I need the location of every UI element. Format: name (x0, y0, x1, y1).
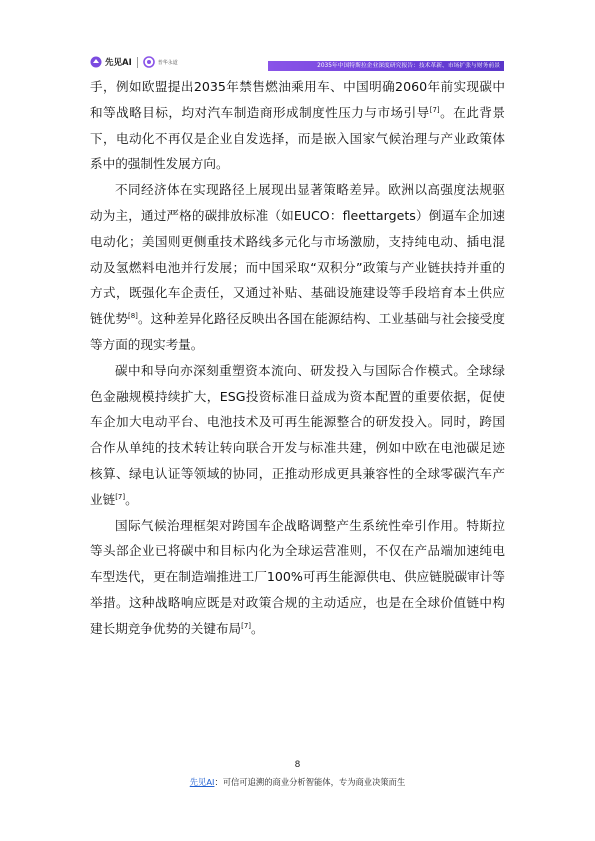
report-title-bar: 2035年中国特斯拉企业深度研究报告：技术革新、市场扩张与财务前景 (268, 61, 504, 71)
paragraph (90, 74, 505, 177)
partner-logo-icon (143, 56, 155, 68)
footer-tagline: ：可信可追溯的商业分析智能体，专为商业决策而生 (214, 777, 406, 787)
citation-ref: [7] (115, 492, 126, 501)
paragraph (90, 358, 505, 513)
page-header (90, 53, 504, 71)
paragraph-text: 不同经济体在实现路径上展现出显著策略差异。欧洲以高强度法规驱动为主，通过严格的碳排放标准（如EUCO：fleettargets）倒逼车企加速电动化；美国则更侧重技术路线多元化与市场激励，支持纯电动、插电混动及氢燃料电池并行发展；而中国采取“双积分”政策与产业链扶持并重的方式，既强化车企责任，又通过补贴、基础设施建设等手段培育本土供应链优势 (90, 182, 505, 327)
paragraph-text: 手，例如欧盟提出2035年禁售燃油乘用车、中国明确2060年前实现碳中和等战略目标，均对汽车制造商形成制度性压力与市场引导 (90, 79, 505, 120)
paragraph (90, 177, 505, 358)
paragraph-text: 。 (251, 620, 264, 636)
logo-divider (137, 57, 138, 68)
paragraph-text: 。 (125, 491, 138, 507)
paragraph-text: 。在此背景下，电动化不再仅是企业自发选择，而是嵌入国家气候治理与产业政策体系中的强制性发展方向。 (90, 104, 506, 172)
brand-name: 先见AI (105, 58, 132, 68)
footer-brand-link[interactable]: 先见AI (189, 777, 215, 787)
citation-ref: [7] (241, 621, 252, 630)
body-text (90, 74, 505, 642)
paragraph (90, 513, 505, 642)
header-logos (90, 53, 178, 71)
citation-ref: [8] (127, 312, 138, 321)
page-number: 8 (294, 760, 301, 770)
citation-ref: [7] (429, 105, 440, 114)
brand-logo-icon (90, 56, 102, 68)
paragraph-text: 。这种差异化路径反映出各国在能源结构、工业基础与社会接受度等方面的现实考量。 (90, 311, 506, 352)
page-footer (0, 776, 595, 788)
partner-name: 普华永道 (157, 59, 178, 66)
paragraph-text: 碳中和导向亦深刻重塑资本流向、研发投入与国际合作模式。全球绿色金融规模持续扩大，ESG投资标准日益成为资本配置的重要依据，促使车企加大电动平台、电池技术及可再生能源整合的研发投入。同时，跨国合作从单纯的技术转让转向联合开发与标准共建，例如中欧在电池碳足迹核算、绿电认证等领域的协同，正推动形成更具兼容性的全球零碳汽车产业链 (90, 362, 505, 507)
paragraph-text: 国际气候治理框架对跨国车企战略调整产生系统性牵引作用。特斯拉等头部企业已将碳中和目标内化为全球运营准则，不仅在产品端加速纯电车型迭代，更在制造端推进工厂100%可再生能源供电、供应链脱碳审计等举措。这种战略响应既是对政策合规的主动适应，也是在全球价值链中构建长期竞争优势的关键布局 (90, 517, 505, 636)
